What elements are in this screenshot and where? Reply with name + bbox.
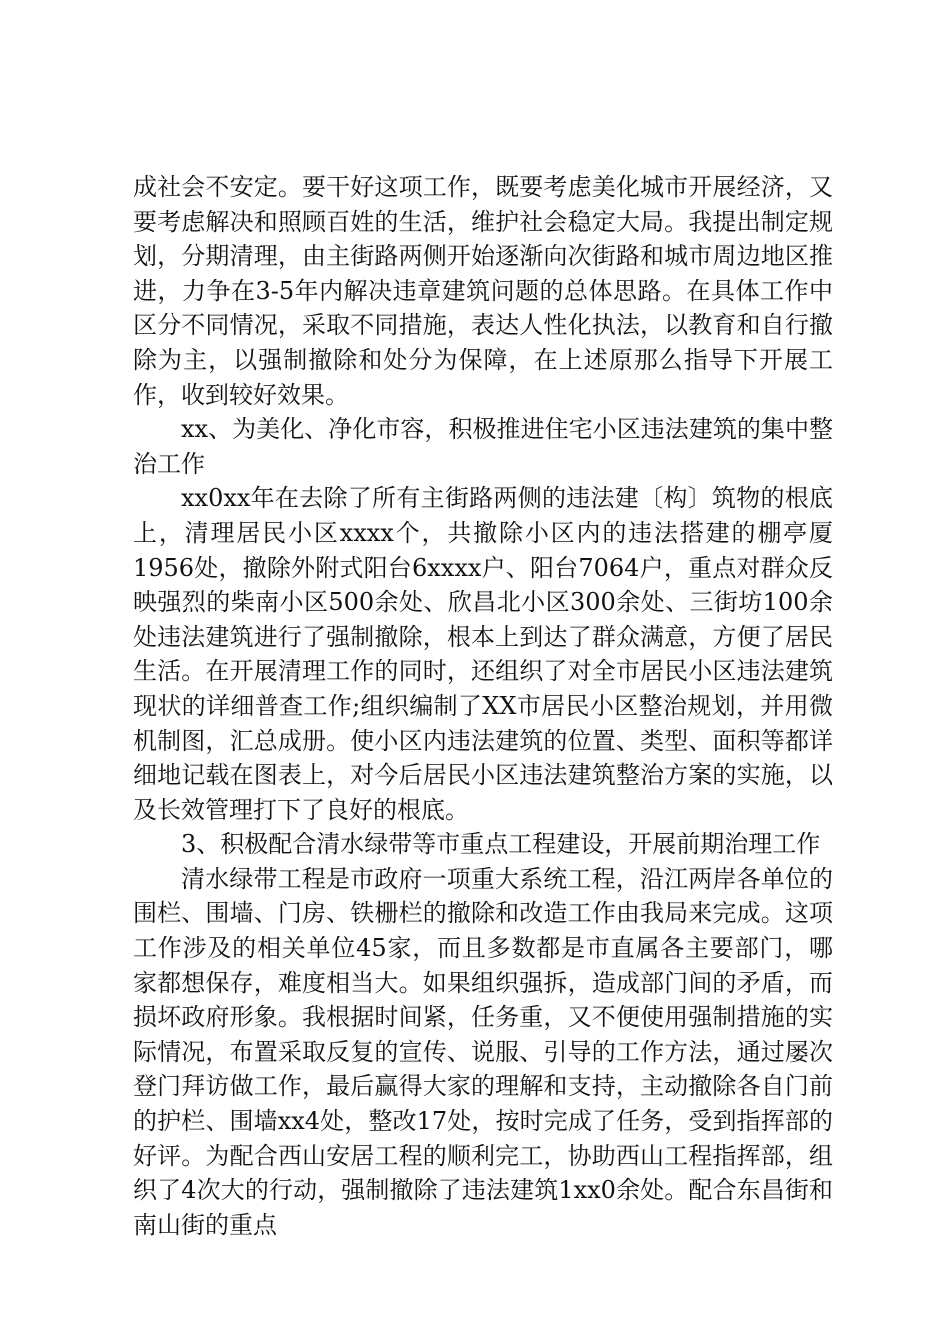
document-body (133, 170, 833, 1242)
section-heading-residential: xx、为美化、净化市容，积极推进住宅小区违法建筑的集中整治工作 (133, 415, 833, 478)
paragraph-continuation: 成社会不安定。要干好这项工作，既要考虑美化城市开展经济，又要考虑解决和照顾百姓的生活，维护社会稳定大局。我提出制定规划，分期清理，由主街路两侧开始逐渐向次街路和城市周边地区推进，力争在3-5年内解决违章建筑问题的总体思路。在具体工作中区分不同情况，采取不同措施，表达人性化执法，以教育和自行撤除为主，以强制撤除和处分为保障，在上述原那么指导下开展工作，收到较好效果。 (133, 173, 833, 409)
paragraph-residential: xx0xx年在去除了所有主街路两侧的违法建〔构〕筑物的根底上，清理居民小区xxxx个，共撤除小区内的违法搭建的棚亭厦1956处，撤除外附式阳台6xxxx户、阳台7064户，重点对群众反映强烈的柴南小区500余处、欣昌北小区300余处、三街坊100余处违法建筑进行了强制撤除，根本上到达了群众满意，方便了居民生活。在开展清理工作的同时，还组织了对全市居民小区违法建筑现状的详细普查工作;组织编制了XX市居民小区整治规划，并用微机制图，汇总成册。使小区内违法建筑的位置、类型、面积等都详细地记载在图表上，对今后居民小区违法建筑整治方案的实施，以及长效管理打下了良好的根底。 (133, 484, 833, 824)
section-heading-greenbelt: 3、积极配合清水绿带等市重点工程建设，开展前期治理工作 (181, 830, 821, 859)
paragraph-greenbelt: 清水绿带工程是市政府一项重大系统工程，沿江两岸各单位的围栏、围墙、门房、铁栅栏的撤除和改造工作由我局来完成。这项工作涉及的相关单位45家，而且多数都是市直属各主要部门，哪家都想保存，难度相当大。如果组织强拆，造成部门间的矛盾，而损坏政府形象。我根据时间紧，任务重，又不便使用强制措施的实际情况，布置采取反复的宣传、说服、引导的工作方法，通过屡次登门拜访做工作，最后赢得大家的理解和支持，主动撤除各自门前的护栏、围墙xx4处，整改17处，按时完成了任务，受到指挥部的好评。为配合西山安居工程的顺利完工，协助西山工程指挥部，组织了4次大的行动，强制撤除了违法建筑1xx0余处。配合东昌街和南山街的重点 (133, 864, 833, 1239)
